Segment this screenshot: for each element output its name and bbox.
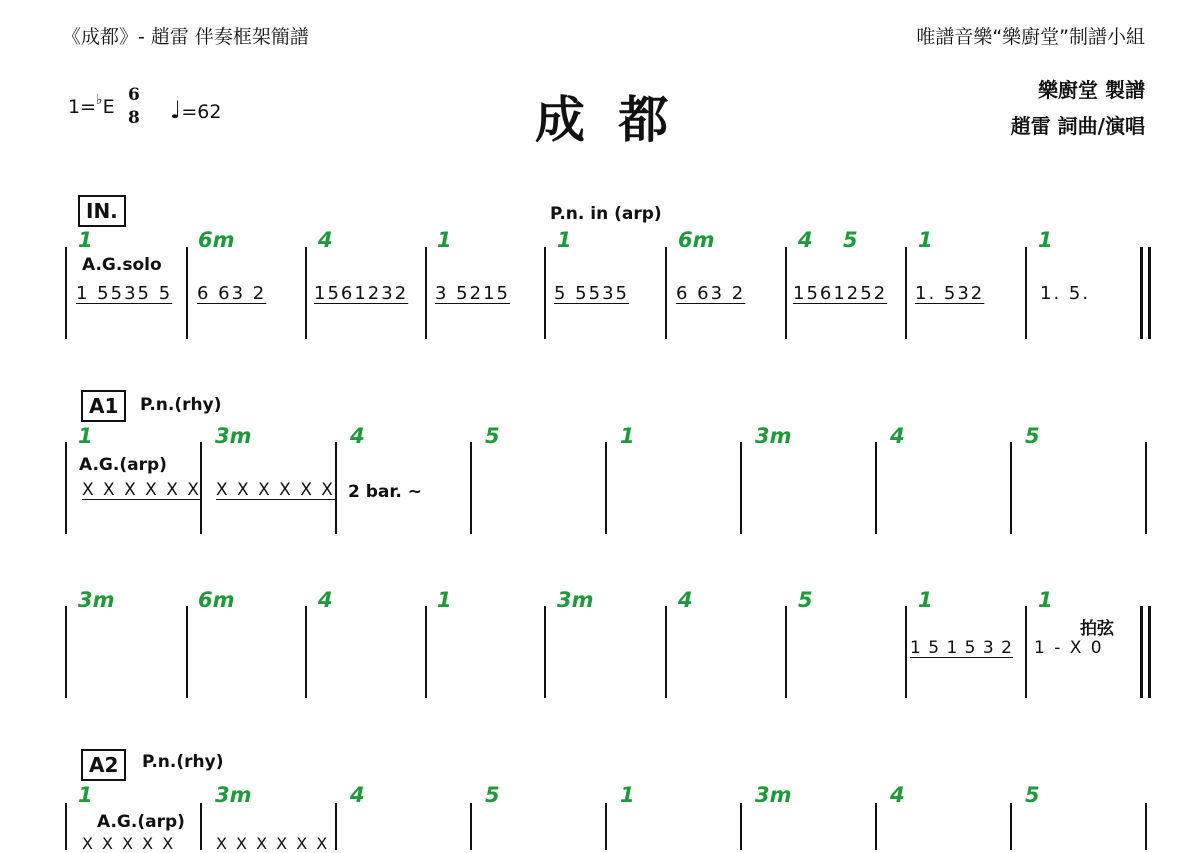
measure-notes: X X X X X X <box>82 480 201 500</box>
chord-symbol: 5 <box>485 783 500 807</box>
quarter-note-icon: ♩ <box>170 96 182 124</box>
chord-symbol: 6m <box>678 228 715 252</box>
chord-symbol: 4 <box>890 424 905 448</box>
time-signature <box>128 84 140 129</box>
final-barline <box>1148 247 1151 339</box>
header-right: 唯譜音樂“樂廚堂”制譜小組 <box>916 26 1145 48</box>
chord-symbol: 1 <box>437 228 452 252</box>
chord-symbol: 5 <box>1025 424 1040 448</box>
section-label-a1: A1 <box>81 390 126 422</box>
barline <box>665 247 667 339</box>
key-note: E <box>102 96 115 118</box>
tempo-value: =62 <box>181 101 222 123</box>
measure-notes: X X X X X X <box>216 480 335 500</box>
measure-notes: 6 63 2 <box>197 283 267 304</box>
barline <box>65 247 67 339</box>
barline <box>200 803 202 850</box>
key-prefix: 1= <box>68 96 97 118</box>
barline <box>1025 247 1027 339</box>
barline <box>470 442 472 534</box>
instrument-guitar-a1: A.G.(arp) <box>79 455 167 475</box>
barline <box>1010 803 1012 850</box>
chord-symbol: 1 <box>78 783 93 807</box>
measure-notes: 1. 532 <box>915 283 985 304</box>
instrument-guitar-intro: A.G.solo <box>82 255 162 275</box>
final-barline <box>1148 606 1151 698</box>
chord-symbol: 4 <box>318 588 333 612</box>
chord-symbol: 5 <box>485 424 500 448</box>
chord-symbol: 1 <box>1038 588 1053 612</box>
chord-symbol: 1 <box>620 424 635 448</box>
time-sig-top: 6 <box>128 85 140 105</box>
chord-symbol: 3m <box>755 783 792 807</box>
chord-symbol: 3m <box>755 424 792 448</box>
instrument-guitar-a2: A.G.(arp) <box>97 812 185 832</box>
barline <box>335 803 337 850</box>
barline <box>740 803 742 850</box>
final-barline <box>1140 247 1143 339</box>
time-sig-bottom: 8 <box>128 108 140 128</box>
measure-notes: 5 5535 <box>554 283 629 304</box>
chord-symbol: 3m <box>215 424 252 448</box>
chord-symbol: 1 <box>78 228 93 252</box>
chord-symbol: 6m <box>198 228 235 252</box>
barline <box>605 442 607 534</box>
barline <box>785 247 787 339</box>
barline <box>1145 442 1147 534</box>
repeat-instruction: 2 bar. ~ <box>348 482 422 502</box>
chord-symbol: 1 <box>78 424 93 448</box>
barline <box>544 247 546 339</box>
key-signature <box>68 92 115 118</box>
barline <box>785 606 787 698</box>
barline <box>65 803 67 850</box>
chord-symbol: 5 <box>843 228 858 252</box>
barline <box>875 442 877 534</box>
instrument-piano-intro: P.n. in (arp) <box>550 204 662 224</box>
chord-symbol: 4 <box>318 228 333 252</box>
chord-symbol: 4 <box>350 424 365 448</box>
flat-icon: ♭ <box>96 92 103 108</box>
header-left: 《成都》- 趙雷 伴奏框架簡譜 <box>62 26 309 48</box>
section-label-a2: A2 <box>81 749 126 781</box>
measure-notes: 6 63 2 <box>676 283 746 304</box>
barline <box>186 606 188 698</box>
composer-credit: 趙雷 詞曲/演唱 <box>1010 114 1145 138</box>
chord-symbol: 5 <box>1025 783 1040 807</box>
chord-symbol: 6m <box>198 588 235 612</box>
barline <box>470 803 472 850</box>
chord-symbol: 1 <box>1038 228 1053 252</box>
measure-notes: 3 5215 <box>435 283 510 304</box>
arranger-credit: 樂廚堂 製譜 <box>1038 78 1145 102</box>
barline <box>65 606 67 698</box>
page-title: 成 都 <box>535 91 677 149</box>
measure-notes: X X X X X <box>82 834 176 853</box>
barline <box>905 247 907 339</box>
barline <box>305 606 307 698</box>
barline <box>544 606 546 698</box>
section-label-intro: IN. <box>78 195 126 227</box>
technique-annotation: 拍弦 <box>1080 619 1114 639</box>
chord-symbol: 3m <box>215 783 252 807</box>
measure-notes: X X X X X X <box>216 834 330 853</box>
measure-notes: 1 5 1 5 3 2 <box>910 638 1013 658</box>
barline <box>425 247 427 339</box>
barline <box>905 606 907 698</box>
barline <box>1010 442 1012 534</box>
barline <box>740 442 742 534</box>
chord-symbol: 1 <box>437 588 452 612</box>
chord-symbol: 1 <box>918 228 933 252</box>
barline <box>1025 606 1027 698</box>
barline <box>605 803 607 850</box>
chord-symbol: 3m <box>78 588 115 612</box>
chord-symbol: 4 <box>798 228 813 252</box>
final-barline <box>1140 606 1143 698</box>
instrument-piano-a2: P.n.(rhy) <box>142 752 224 772</box>
chord-symbol: 3m <box>557 588 594 612</box>
chord-symbol: 1 <box>918 588 933 612</box>
measure-notes: 1 5535 5 <box>76 283 173 304</box>
chord-symbol: 4 <box>350 783 365 807</box>
measure-notes: 1. 5. <box>1040 283 1091 304</box>
tempo-marking <box>170 96 221 124</box>
chord-symbol: 4 <box>678 588 693 612</box>
instrument-piano-a1: P.n.(rhy) <box>140 395 222 415</box>
chord-symbol: 5 <box>798 588 813 612</box>
chord-symbol: 1 <box>620 783 635 807</box>
chord-symbol: 4 <box>890 783 905 807</box>
barline <box>1145 803 1147 850</box>
barline <box>335 442 337 534</box>
barline <box>305 247 307 339</box>
barline <box>425 606 427 698</box>
measure-notes: 1 - X 0 <box>1034 638 1104 658</box>
chord-symbol: 1 <box>557 228 572 252</box>
barline <box>875 803 877 850</box>
barline <box>186 247 188 339</box>
barline <box>65 442 67 534</box>
measure-notes: 1561232 <box>314 283 409 304</box>
measure-notes: 1561252 <box>793 283 888 304</box>
barline <box>665 606 667 698</box>
